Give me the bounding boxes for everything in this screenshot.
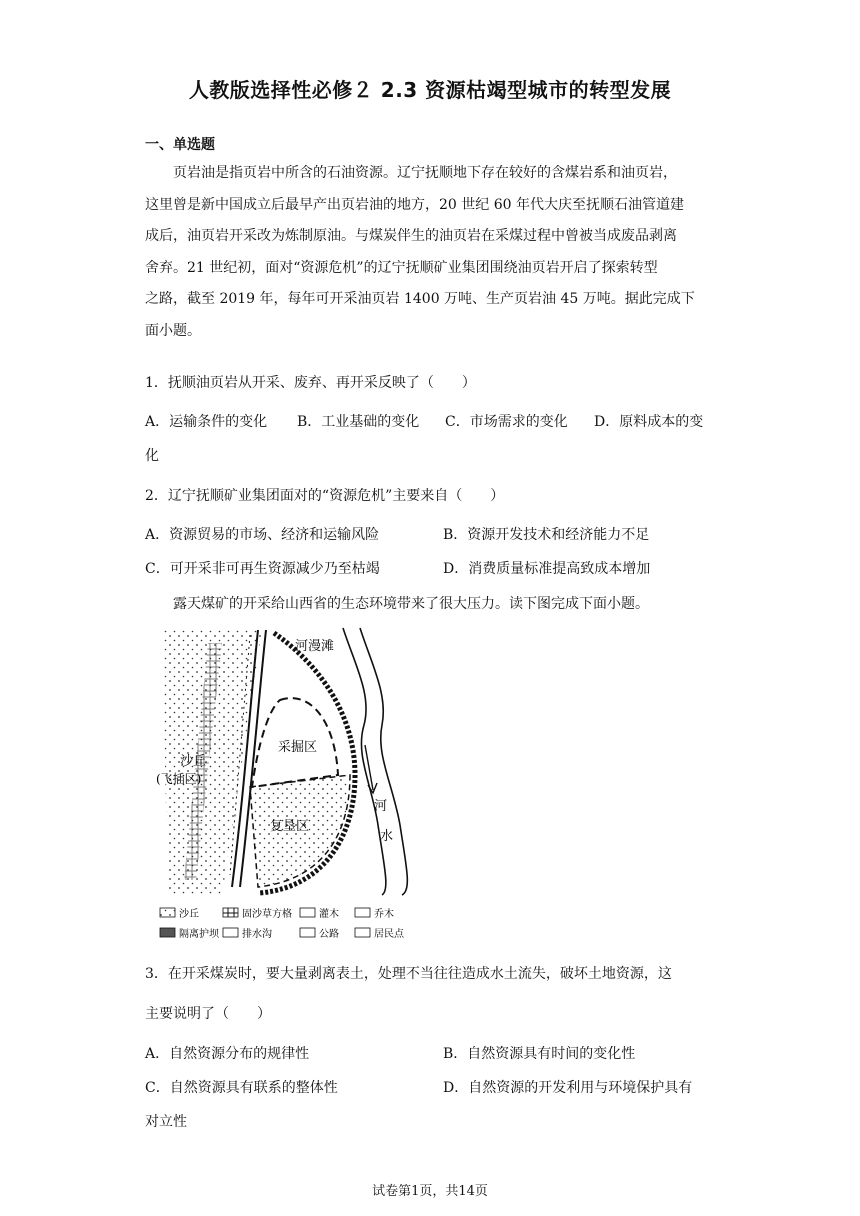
label-floodplain: 河漫滩 xyxy=(295,639,335,654)
legend-swatch-dune xyxy=(160,908,175,917)
legend-swatch-settlement xyxy=(355,928,370,937)
q3-option-a[interactable]: A．自然资源分布的规律性 xyxy=(145,1046,310,1062)
river-bank xyxy=(360,628,407,895)
map-legend xyxy=(160,907,405,940)
q1-option-d-continued: 化 xyxy=(145,448,159,464)
passage-2: 露天煤矿的开采给山西省的生态环境带来了很大压力。读下图完成下面小题。 xyxy=(173,596,649,612)
q2-option-a[interactable]: A．资源贸易的市场、经济和运输风险 xyxy=(145,527,380,543)
legend-label: 沙丘 xyxy=(179,909,199,920)
legend-swatch-grid xyxy=(223,908,238,917)
label-reclamation-zone: 复垦区 xyxy=(270,819,310,834)
q3-option-d[interactable]: D．自然资源的开发利用与环境保护具有 xyxy=(443,1080,693,1096)
page-footer: 试卷第1页，共14页 xyxy=(372,1184,488,1199)
legend-label: 居民点 xyxy=(374,929,404,940)
label-river-1: 河 xyxy=(374,799,388,814)
section-heading: 一、单选题 xyxy=(145,137,215,153)
legend-label: 排水沟 xyxy=(242,929,272,940)
question-3-stem-line-2: 主要说明了（ ） xyxy=(145,1006,271,1022)
q3-option-d-continued: 对立性 xyxy=(145,1114,187,1130)
legend-label: 隔离护坝 xyxy=(179,929,219,940)
legend-label: 灌木 xyxy=(319,909,339,920)
legend-label: 乔木 xyxy=(374,909,394,920)
legend-label: 公路 xyxy=(319,929,339,940)
legend-swatch-tree xyxy=(355,908,370,917)
passage-line: 成后，油页岩开采改为炼制原油。与煤炭伴生的油页岩在采煤过程中曾被当成废品剥离 xyxy=(145,228,677,244)
q2-option-c[interactable]: C．可开采非可再生资源减少乃至枯竭 xyxy=(145,561,380,577)
legend-swatch-ditch xyxy=(223,928,238,937)
passage-1 xyxy=(145,158,717,347)
passage-line: 舍弃。21 世纪初，面对“资源危机”的辽宁抚顺矿业集团围绕油页岩开启了探索转型 xyxy=(145,259,658,276)
passage-line: 这里曾是新中国成立后最早产出页岩油的地方，20 世纪 60 年代大庆至抚顺石油管道建 xyxy=(145,196,684,213)
legend-swatch-dam xyxy=(160,928,175,937)
q3-option-c[interactable]: C．自然资源具有联系的整体性 xyxy=(145,1080,338,1096)
label-river-2: 水 xyxy=(380,829,394,844)
label-mining-zone: 采掘区 xyxy=(278,740,318,755)
label-sand-dune-sub: (飞插区) xyxy=(156,772,202,786)
river-bank xyxy=(343,628,386,895)
question-3-stem-line-1: 3．在开采煤炭时，要大量剥离表土，处理不当往往造成水土流失，破坏土地资源，这 xyxy=(145,966,672,982)
q1-option-d[interactable]: D．原料成本的变 xyxy=(594,414,704,430)
passage-line: 之路，截至 2019 年，每年可开采油页岩 1400 万吨、生产页岩油 45 万吨。据此完成下 xyxy=(145,291,695,307)
label-sand-dune: 沙丘 xyxy=(180,754,207,769)
mining-area-map xyxy=(150,625,425,950)
question-2-stem: 2．辽宁抚顺矿业集团面对的“资源危机”主要来自（ ） xyxy=(145,488,505,504)
q1-option-b[interactable]: B．工业基础的变化 xyxy=(297,414,420,430)
legend-swatch-shrub xyxy=(300,908,315,917)
q1-option-a[interactable]: A．运输条件的变化 xyxy=(145,414,268,430)
q1-option-c[interactable]: C．市场需求的变化 xyxy=(445,414,568,430)
passage-line: 页岩油是指页岩中所含的石油资源。辽宁抚顺地下存在较好的含煤岩系和油页岩， xyxy=(173,165,677,181)
q3-option-b[interactable]: B．自然资源具有时间的变化性 xyxy=(443,1046,636,1062)
q2-option-b[interactable]: B．资源开发技术和经济能力不足 xyxy=(443,527,650,543)
q2-option-d[interactable]: D．消费质量标准提高致成本增加 xyxy=(443,561,651,577)
question-1-stem: 1．抚顺油页岩从开采、废弃、再开采反映了（ ） xyxy=(145,375,476,391)
legend-swatch-road xyxy=(300,928,315,937)
document-title: 人教版选择性必修２ 2.3 资源枯竭型城市的转型发展 xyxy=(188,78,672,102)
legend-label: 固沙草方格 xyxy=(242,909,292,920)
passage-line: 面小题。 xyxy=(145,322,201,339)
